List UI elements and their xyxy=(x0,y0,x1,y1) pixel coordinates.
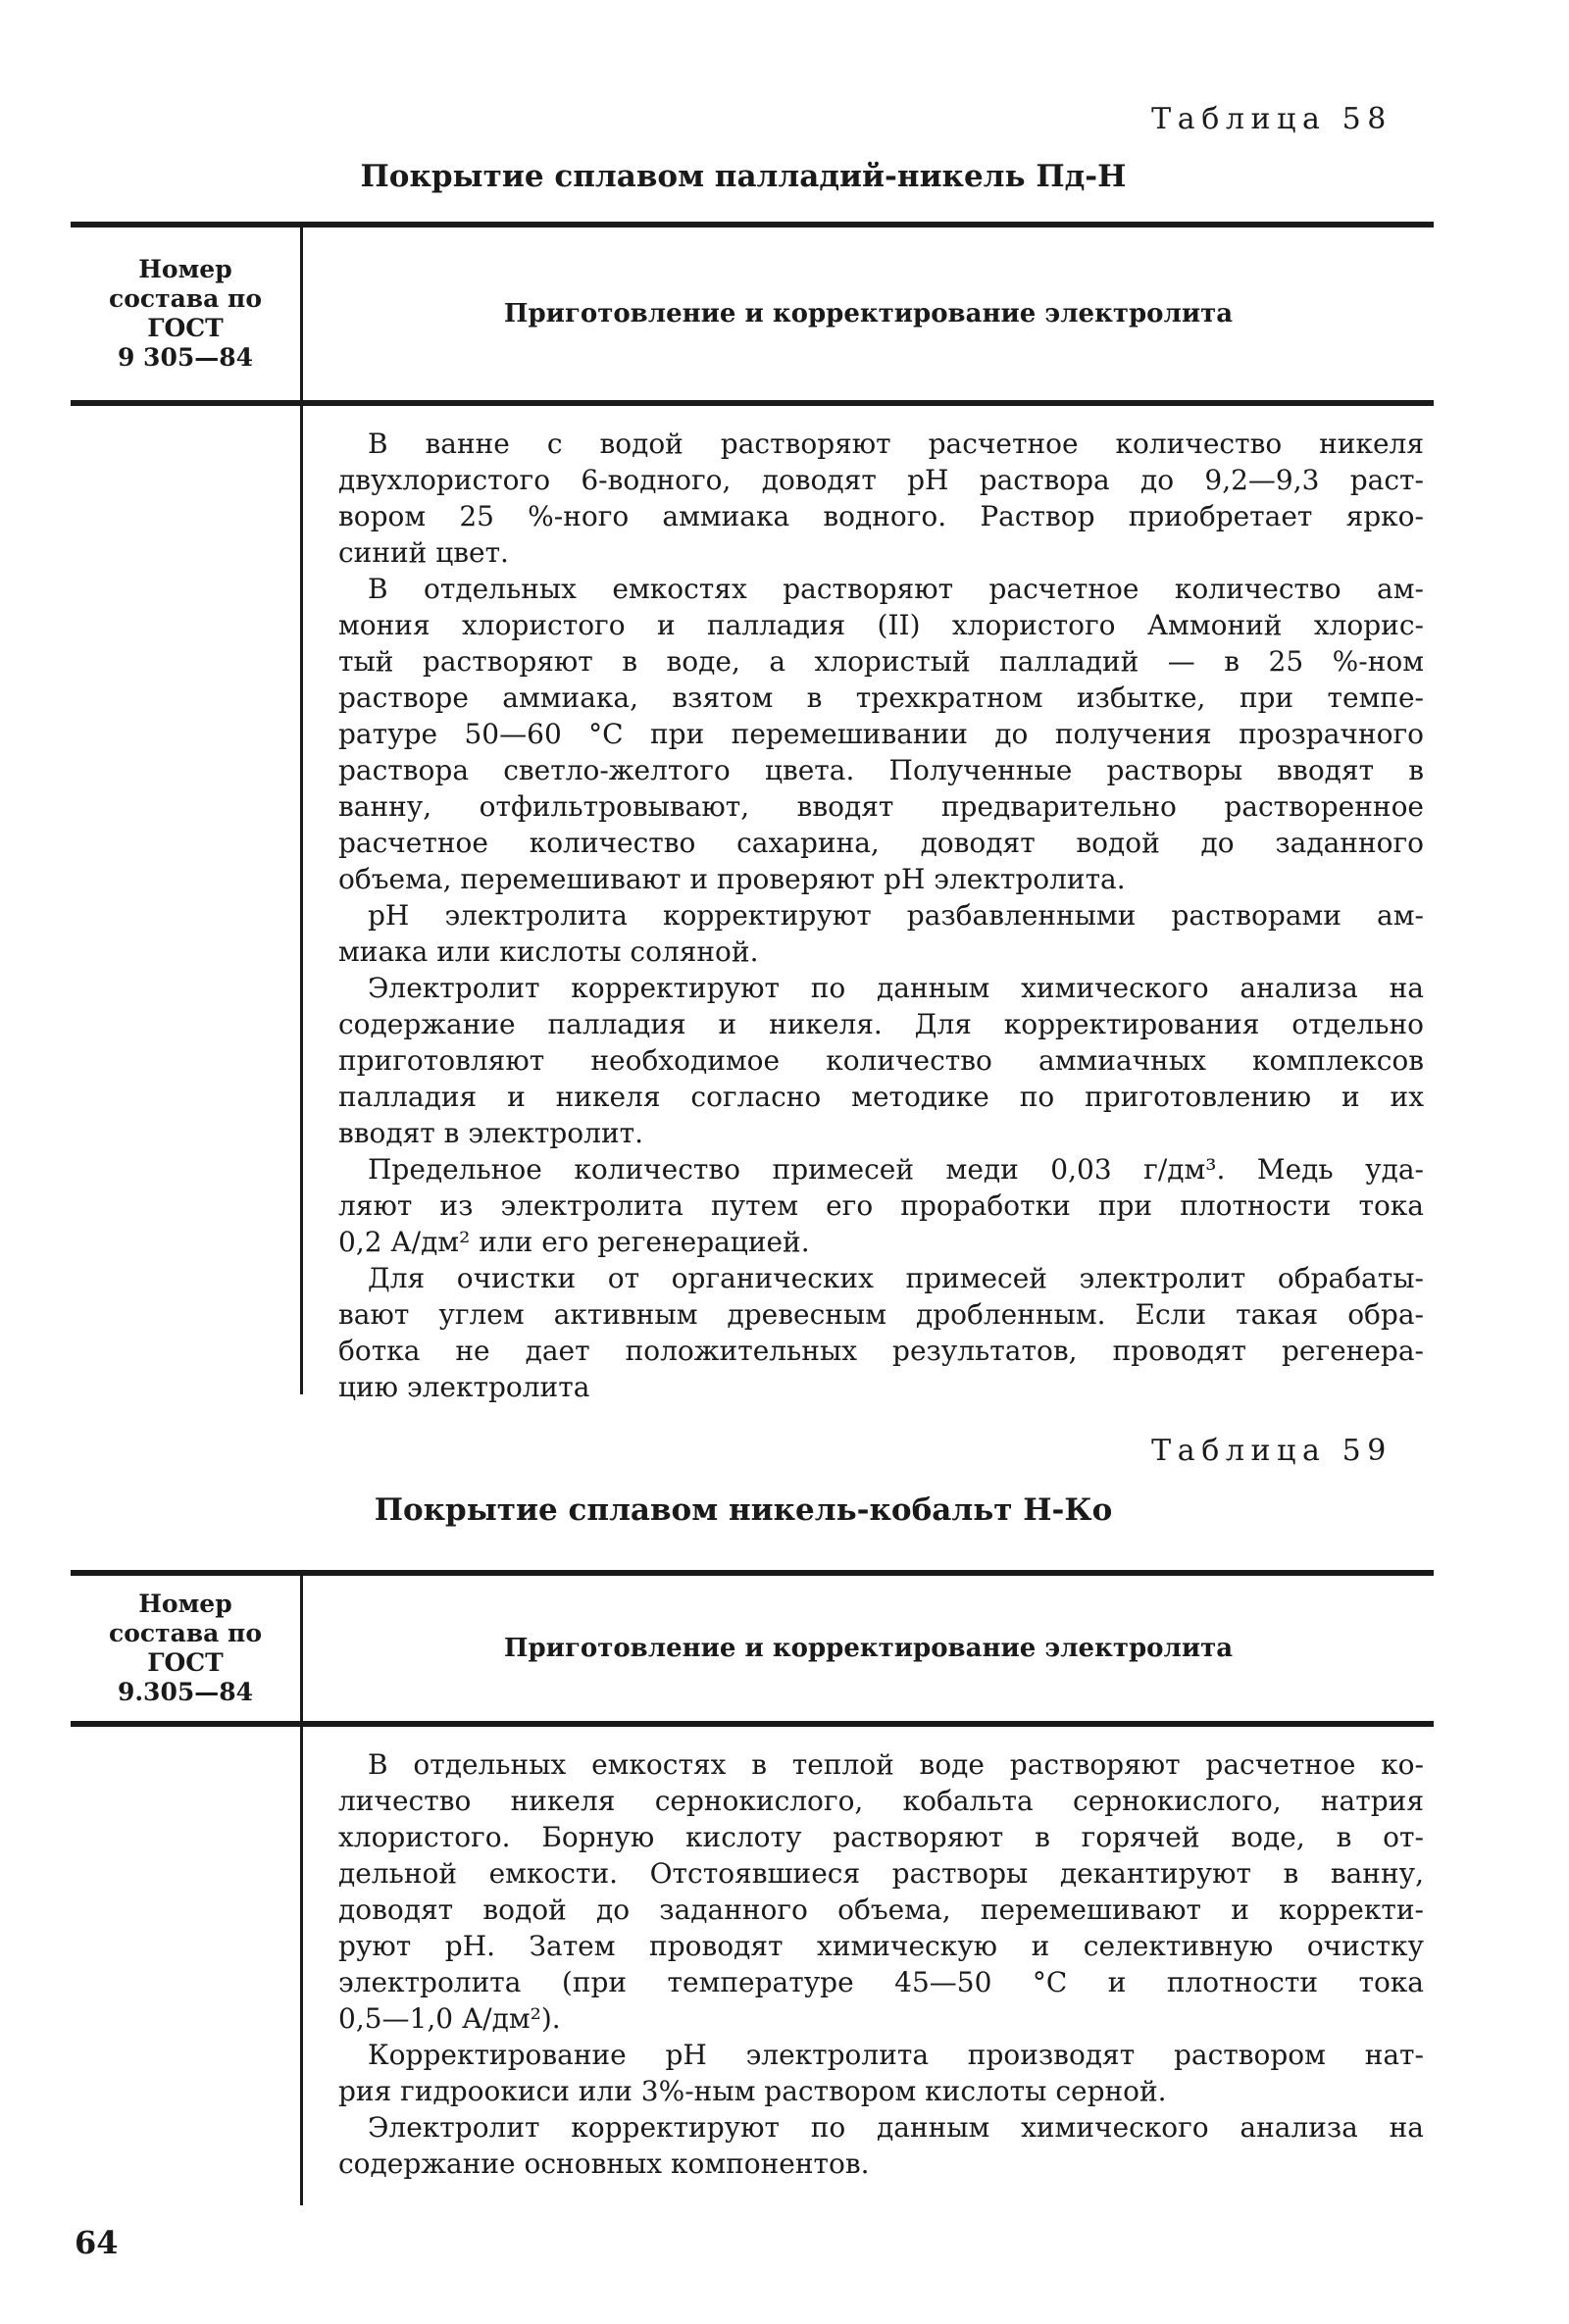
paragraph xyxy=(338,1746,1424,2037)
text-line: Для очистки от органических примесей электролит обрабаты- xyxy=(368,1262,1424,1294)
text-line: расчетное количество сахарина, доводят водой до заданного xyxy=(338,827,1424,859)
table-59-header-col-preparation-label: Приготовление и корректирование электролита xyxy=(503,1634,1234,1663)
text-line: В ванне с водой растворяют расчетное количество никеля xyxy=(368,428,1424,460)
table-58-body-row xyxy=(71,406,1434,1405)
table-59-header-row xyxy=(71,1576,1434,1727)
text-line: содержание палладия и никеля. Для корректирования отдельно xyxy=(338,1008,1424,1040)
table-59-header-col-number xyxy=(71,1576,303,1721)
text-line: вают углем активным древесным дробленным. Если такая обра- xyxy=(338,1298,1424,1331)
text-line: тый растворяют в воде, а хлористый палладий — в 25 %-ном xyxy=(338,645,1424,678)
text-line: мония хлористого и палладия (II) хлористого Аммоний хлорис- xyxy=(338,609,1424,641)
text-line: Электролит корректируют по данным химического анализа на xyxy=(368,2111,1424,2144)
paragraph xyxy=(338,2037,1424,2109)
paragraph xyxy=(338,1151,1424,1260)
text-line: объема, перемешивают и проверяют рН электролита. xyxy=(338,863,1126,895)
text-line: Предельное количество примесей меди 0,03 г/дм³. Медь уда- xyxy=(368,1153,1424,1186)
text-line: дельной емкости. Отстоявшиеся растворы декантируют в ванну, xyxy=(338,1857,1424,1890)
table-59-body-col-number xyxy=(71,1727,303,2205)
table-58-caption: Таблица 58 xyxy=(1151,102,1392,136)
table-59-caption: Таблица 59 xyxy=(1151,1434,1392,1468)
table-58-body-col-text xyxy=(303,406,1434,1405)
paragraph xyxy=(338,970,1424,1151)
page-number: 64 xyxy=(75,2224,119,2261)
header-line: Номер xyxy=(138,1590,232,1618)
text-line: цию электролита xyxy=(338,1371,590,1403)
paragraph xyxy=(338,426,1424,571)
table-59 xyxy=(71,1570,1434,2205)
text-line: двухлористого 6-водного, доводят рН раствора до 9,2—9,3 раст- xyxy=(338,464,1424,496)
text-line: вводят в электролит. xyxy=(338,1117,643,1149)
text-line: ботка не дает положительных результатов, проводят регенера- xyxy=(338,1335,1424,1367)
text-line: ванну, отфильтровывают, вводят предварительно растворенное xyxy=(338,790,1424,823)
text-line: 0,2 А/дм² или его регенерацией. xyxy=(338,1226,810,1258)
header-line: ГОСТ xyxy=(147,1648,224,1677)
table-58-title: Покрытие сплавом палладий-никель Пд-Н xyxy=(360,159,1127,194)
paragraph xyxy=(338,571,1424,897)
table-58-header-row xyxy=(71,227,1434,406)
table-58-header-col-number xyxy=(71,227,303,400)
header-line: 9.305—84 xyxy=(117,1678,254,1706)
text-line: Электролит корректируют по данным химического анализа на xyxy=(368,972,1424,1004)
header-line: Номер xyxy=(138,255,232,283)
header-line: состава по xyxy=(108,1619,263,1647)
text-line: синий цвет. xyxy=(338,536,509,569)
table-59-body-col-text xyxy=(303,1727,1434,2205)
text-line: миака или кислоты соляной. xyxy=(338,935,759,968)
table-58-body-col-number xyxy=(71,406,303,1394)
text-line: приготовляют необходимое количество аммиачных комплексов xyxy=(338,1044,1424,1077)
table-59-header-col-preparation xyxy=(303,1576,1434,1721)
header-line: состава по xyxy=(108,284,263,313)
header-line: ГОСТ xyxy=(147,314,224,342)
text-line: руют рН. Затем проводят химическую и селективную очистку xyxy=(338,1930,1424,1962)
table-58-header-col-preparation xyxy=(303,227,1434,400)
text-line: В отдельных емкостях в теплой воде растворяют расчетное ко- xyxy=(368,1748,1424,1781)
text-line: хлористого. Борную кислоту растворяют в горячей воде, в от- xyxy=(338,1821,1424,1853)
table-59-body-row xyxy=(71,1727,1434,2205)
text-line: личество никеля сернокислого, кобальта сернокислого, натрия xyxy=(338,1785,1424,1817)
text-line: доводят водой до заданного объема, перемешивают и корректи- xyxy=(338,1894,1424,1926)
paragraph xyxy=(338,2109,1424,2182)
text-line: электролита (при температуре 45—50 °С и плотности тока xyxy=(338,1966,1424,1998)
paragraph xyxy=(338,897,1424,970)
text-line: раствора светло-желтого цвета. Полученные растворы вводят в xyxy=(338,754,1424,786)
table-58 xyxy=(71,222,1434,1405)
text-line: рия гидроокиси или 3%-ным раствором кислоты серной. xyxy=(338,2075,1167,2107)
text-line: ляют из электролита путем его проработки при плотности тока xyxy=(338,1189,1424,1222)
header-line: 9 305—84 xyxy=(117,343,254,372)
text-line: растворе аммиака, взятом в трехкратном избытке, при темпе- xyxy=(338,682,1424,714)
table-58-header-col-preparation-label: Приготовление и корректирование электролита xyxy=(503,299,1234,328)
text-line: палладия и никеля согласно методике по приготовлению и их xyxy=(338,1081,1424,1113)
text-line: В отдельных емкостях растворяют расчетное количество ам- xyxy=(368,573,1424,605)
text-line: вором 25 %-ного аммиака водного. Раствор приобретает ярко- xyxy=(338,500,1424,532)
table-59-title: Покрытие сплавом никель-кобальт Н-Ко xyxy=(374,1492,1113,1528)
paragraph xyxy=(338,1260,1424,1405)
text-line: Корректирование рН электролита производят раствором нат- xyxy=(368,2039,1424,2071)
text-line: содержание основных компонентов. xyxy=(338,2147,870,2180)
text-line: рН электролита корректируют разбавленными растворами ам- xyxy=(368,899,1424,932)
text-line: 0,5—1,0 А/дм²). xyxy=(338,2002,561,2035)
text-line: ратуре 50—60 °С при перемешивании до получения прозрачного xyxy=(338,718,1424,750)
